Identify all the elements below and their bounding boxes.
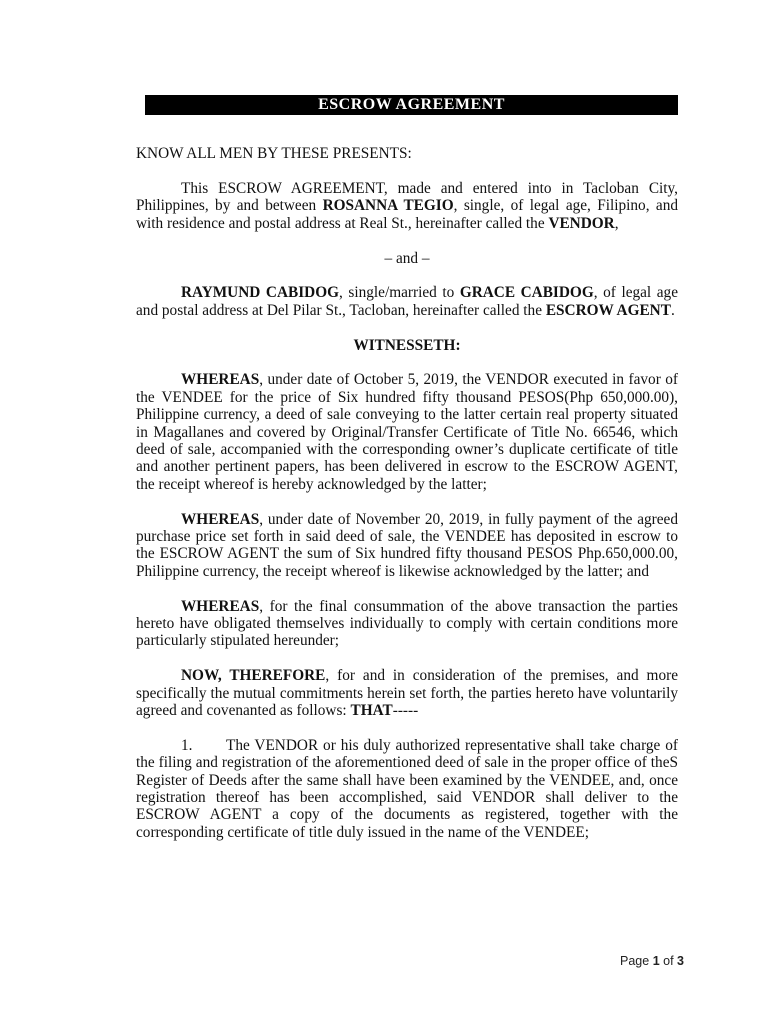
whereas-keyword: WHEREAS <box>181 597 260 615</box>
document-body <box>136 145 678 859</box>
witnesseth-heading: WITNESSETH: <box>353 336 461 354</box>
text-run: The VENDOR or his duly authorized representative shall take charge of the filing and registration of the aforementioned deed of sale in the proper office of theS Register of Deeds after the same shall have been examined by the VENDEE, and, once registration thereof has been accomplished, said VENDOR shall deliver to the ESCROW AGENT a copy of the documents as registered, together with the corresponding certificate of title duly issued in the name of the VENDEE; <box>136 736 678 841</box>
and-separator: – and – <box>384 249 430 267</box>
vendor-name: ROSANNA TEGIO <box>322 197 454 215</box>
page-total: 3 <box>677 954 684 968</box>
whereas-paragraph-2 <box>136 511 678 581</box>
text-run: , single, of legal age, Filipino, and with residence and postal address at Real St., hereinafter called the <box>136 197 679 232</box>
text-run: , of legal age and postal address at Del Pilar St., Tacloban, hereinafter called the <box>136 284 678 319</box>
whereas-keyword: WHEREAS <box>181 510 260 528</box>
of-word: of <box>663 954 674 968</box>
text-run: ----- <box>392 701 419 719</box>
parties-paragraph-escrow-agent <box>136 284 678 319</box>
spouse-name: GRACE CABIDOG <box>459 284 594 302</box>
parties-paragraph-vendor <box>136 180 678 232</box>
whereas-paragraph-3 <box>136 598 678 650</box>
text-run: , under date of November 20, 2019, in fully payment of the agreed purchase price set forth in said deed of sale, the VENDEE has deposited in escrow to the ESCROW AGENT the sum of Six hundred fifty thousand PESOS Php.650,000.00, Philippine currency, the receipt whereof is likewise acknowledged by the latter; and <box>136 510 678 580</box>
text-run: , <box>614 214 619 232</box>
page-number: 1 <box>652 954 660 968</box>
opening-line: KNOW ALL MEN BY THESE PRESENTS: <box>136 145 412 162</box>
vendor-role: VENDOR <box>548 214 615 232</box>
page-footer <box>620 954 684 968</box>
text-run: , for the final consummation of the above transaction the parties hereto have obligated themselves individually to comply with certain conditions more particularly stipulated hereunder; <box>136 597 678 650</box>
agent-name: RAYMUND CABIDOG <box>181 284 339 302</box>
text-run: This ESCROW AGREEMENT, made and entered into in Tacloban City, Philippines, by and between <box>136 179 678 215</box>
text-run: . <box>670 301 675 319</box>
agent-role: ESCROW AGENT <box>545 301 671 319</box>
now-therefore-paragraph <box>136 667 678 719</box>
clause-number: 1. <box>181 736 193 754</box>
page-word: Page <box>620 954 650 968</box>
whereas-paragraph-1 <box>136 371 678 493</box>
that-keyword: THAT <box>350 701 393 719</box>
now-therefore-keyword: NOW, THEREFORE <box>181 667 326 685</box>
clause-1 <box>136 737 678 841</box>
document-title: ESCROW AGREEMENT <box>145 95 678 115</box>
text-run: , single/married to <box>339 284 460 302</box>
text-run: , under date of October 5, 2019, the VENDOR executed in favor of the VENDEE for the price of Six hundred fifty thousand PESOS(Php 650,000.00), Philippine currency, a deed of sale conveying to the latter certain real property situated in Magallanes and covered by Original/Transfer Certificate of Title No. 66546, which deed of sale, accompanied with the corresponding owner’s duplicate certificate of title and another pertinent papers, has been delivered in escrow to the ESCROW AGENT, the receipt whereof is hereby acknowledged by the latter; <box>136 371 678 493</box>
text-run: , for and in consideration of the premises, and more specifically the mutual commitments herein set forth, the parties hereto have voluntarily agreed and covenanted as follows: <box>136 667 678 719</box>
whereas-keyword: WHEREAS <box>181 371 260 389</box>
